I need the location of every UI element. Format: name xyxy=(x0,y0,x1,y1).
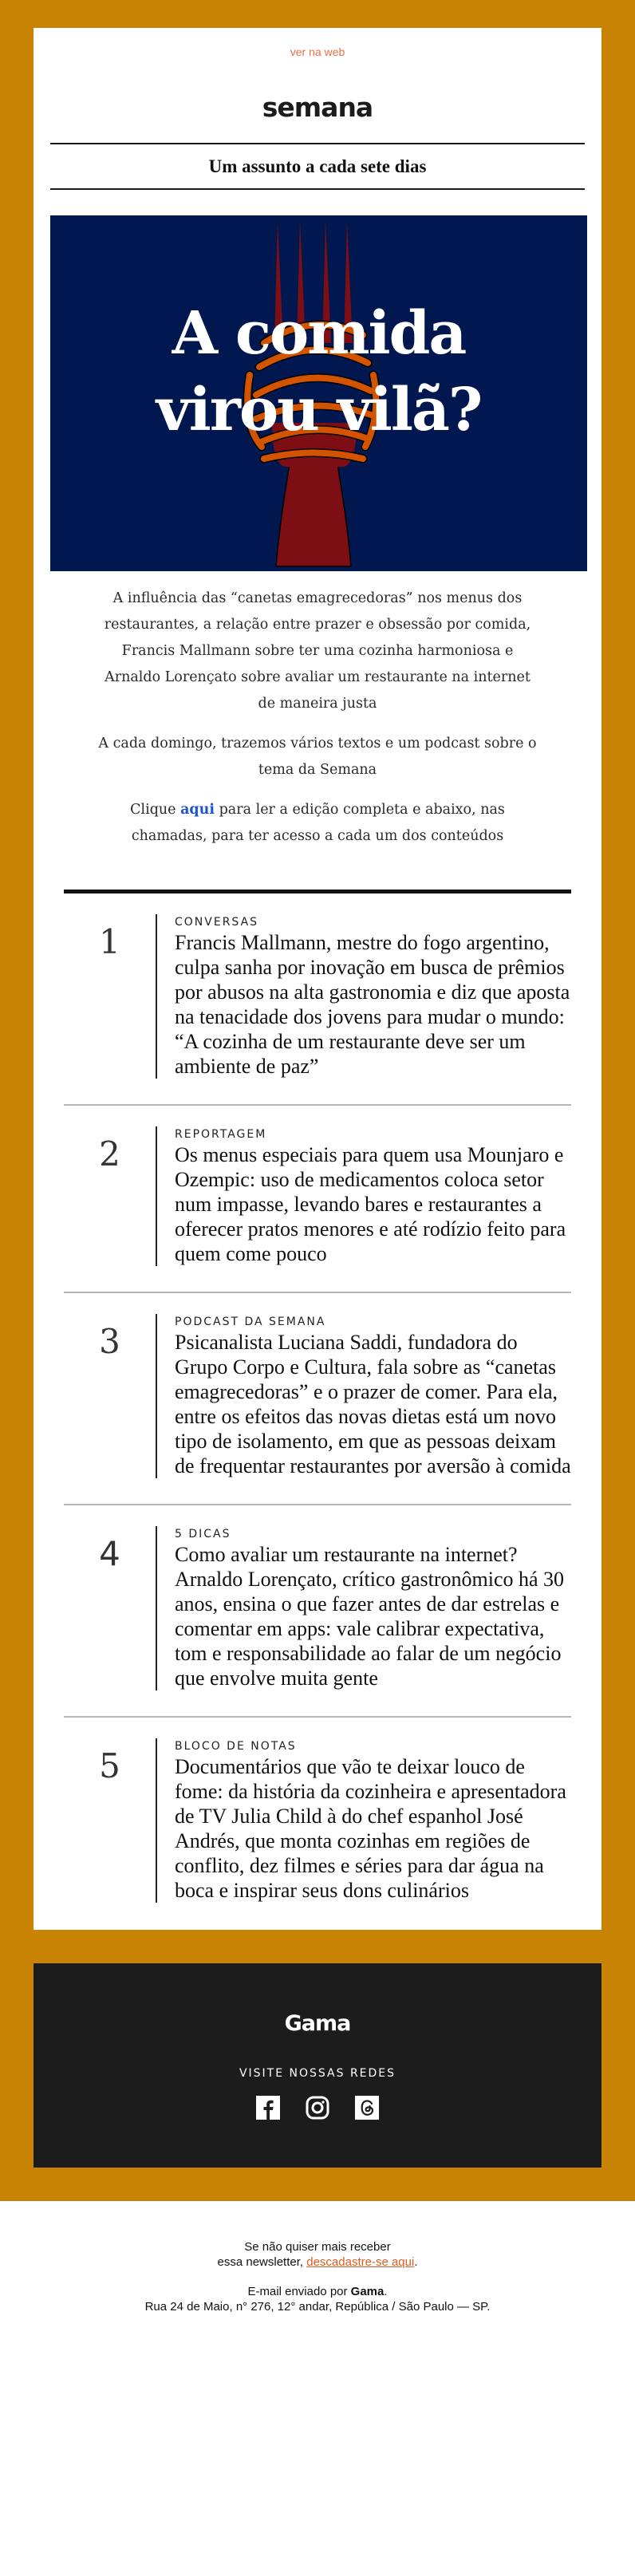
articles-list xyxy=(64,890,571,1930)
article-section-label: BLOCO DE NOTAS xyxy=(175,1740,297,1753)
footer-text: essa newsletter, xyxy=(217,2255,307,2269)
threads-icon[interactable] xyxy=(355,2096,379,2120)
hero-title xyxy=(50,295,587,448)
article-item[interactable] xyxy=(64,1106,571,1293)
instagram-icon[interactable] xyxy=(306,2096,329,2120)
footer-text: . xyxy=(384,2285,388,2298)
article-number: 2 xyxy=(64,1126,157,1266)
footer xyxy=(0,2201,635,2359)
unsubscribe-text xyxy=(0,2239,635,2270)
unsubscribe-link[interactable]: descadastre-se aqui xyxy=(306,2255,415,2269)
hero-image[interactable] xyxy=(50,215,587,571)
divider xyxy=(50,188,585,190)
social-panel xyxy=(34,1963,601,2168)
article-number: 5 xyxy=(64,1738,157,1903)
article-number: 3 xyxy=(64,1314,157,1478)
article-title-link[interactable]: Documentários que vão te deixar louco de fome: da história da cozinheira e apresentadora de TV Julia Child à do chef espanhol José Andrés, que monta cozinhas em regiões de conflito, dez filmes e séries para dar água na boca e inspirar seus dons culinários xyxy=(175,1755,566,1902)
article-number: 1 xyxy=(64,914,157,1079)
intro-paragraph xyxy=(98,797,537,850)
facebook-icon[interactable] xyxy=(256,2096,280,2120)
article-section-label: REPORTAGEM xyxy=(175,1128,267,1141)
intro-text-span: Clique xyxy=(130,802,181,818)
article-section-label: CONVERSAS xyxy=(175,916,259,929)
social-heading: VISITE NOSSAS REDES xyxy=(239,2067,396,2080)
intro-text-span: para ler a edição completa e abaixo, nas chamadas, para ter acesso a cada um dos conteúdos xyxy=(131,802,505,844)
full-edition-link[interactable]: aqui xyxy=(180,802,215,818)
social-icons xyxy=(34,2096,601,2120)
article-title-link[interactable]: Como avaliar um restaurante na internet? Arnaldo Lorençato, crítico gastronômico há 30 anos, ensina o que fazer antes de dar estrelas e comentar em apps: vale calibrar expectativa, tom e responsabilidade ao falar de um negócio que envolve muita gente xyxy=(175,1543,565,1690)
article-item[interactable] xyxy=(64,894,571,1106)
article-item[interactable] xyxy=(64,1293,571,1505)
gama-logo[interactable]: Gama xyxy=(284,2011,351,2036)
article-title-link[interactable]: Psicanalista Luciana Saddi, fundadora do Grupo Corpo e Cultura, fala sobre as “canetas emagrecedoras” e o prazer de comer. Para ela, entre os efeitos das novas dietas está um novo tipo de isolamento, em que as pessoas deixam de frequentar restaurantes por aversão à comida xyxy=(175,1331,571,1477)
intro-paragraph: A influência das “canetas emagrecedoras” nos menus dos restaurantes, a relação entre prazer e obsessão por comida, Francis Mallmann sobre ter uma cozinha harmoniosa e Arnaldo Lorençato sobre avaliar um restaurante na internet de maneira justa xyxy=(104,590,531,712)
article-number: 4 xyxy=(64,1526,157,1690)
hero-title-line2: virou vilã? xyxy=(156,376,482,444)
semana-logo[interactable]: semana xyxy=(262,92,373,123)
article-title-link[interactable]: Os menus especiais para quem usa Mounjaro e Ozempic: uso de medicamentos coloca setor num impasse, levando bares e restaurantes a oferecer pratos menores e até rodízio feito para quem come pouco xyxy=(175,1143,566,1265)
spacer xyxy=(34,1930,601,1963)
newsletter-panel xyxy=(34,28,601,1930)
sender-brand: Gama xyxy=(350,2285,385,2298)
article-section-label: PODCAST DA SEMANA xyxy=(175,1316,326,1328)
article-item[interactable] xyxy=(64,1505,571,1718)
hero-title-line1: A comida xyxy=(172,299,466,368)
footer-text: . xyxy=(414,2255,418,2269)
tagline: Um assunto a cada sete dias xyxy=(208,156,427,176)
footer-text: E-mail enviado por xyxy=(247,2285,351,2298)
article-title-link[interactable]: Francis Mallmann, mestre do fogo argentino, culpa sanha por inovação em busca de prêmios por abusos na alta gastronomia e diz que aposta na tenacidade dos jovens para mudar o mundo: “A cozinha de um restaurante deve ser um ambiente de paz” xyxy=(175,931,570,1078)
view-on-web-link[interactable]: ver na web xyxy=(290,45,345,58)
footer-text: Se não quiser mais receber xyxy=(244,2240,391,2254)
sender-address: Rua 24 de Maio, n° 276, 12° andar, República / São Paulo — SP. xyxy=(144,2300,491,2314)
article-item[interactable] xyxy=(64,1718,571,1930)
intro-text xyxy=(50,571,585,850)
article-section-label: 5 DICAS xyxy=(175,1528,231,1540)
sender-info xyxy=(0,2284,635,2314)
intro-paragraph: A cada domingo, trazemos vários textos e um podcast sobre o tema da Semana xyxy=(98,736,537,778)
